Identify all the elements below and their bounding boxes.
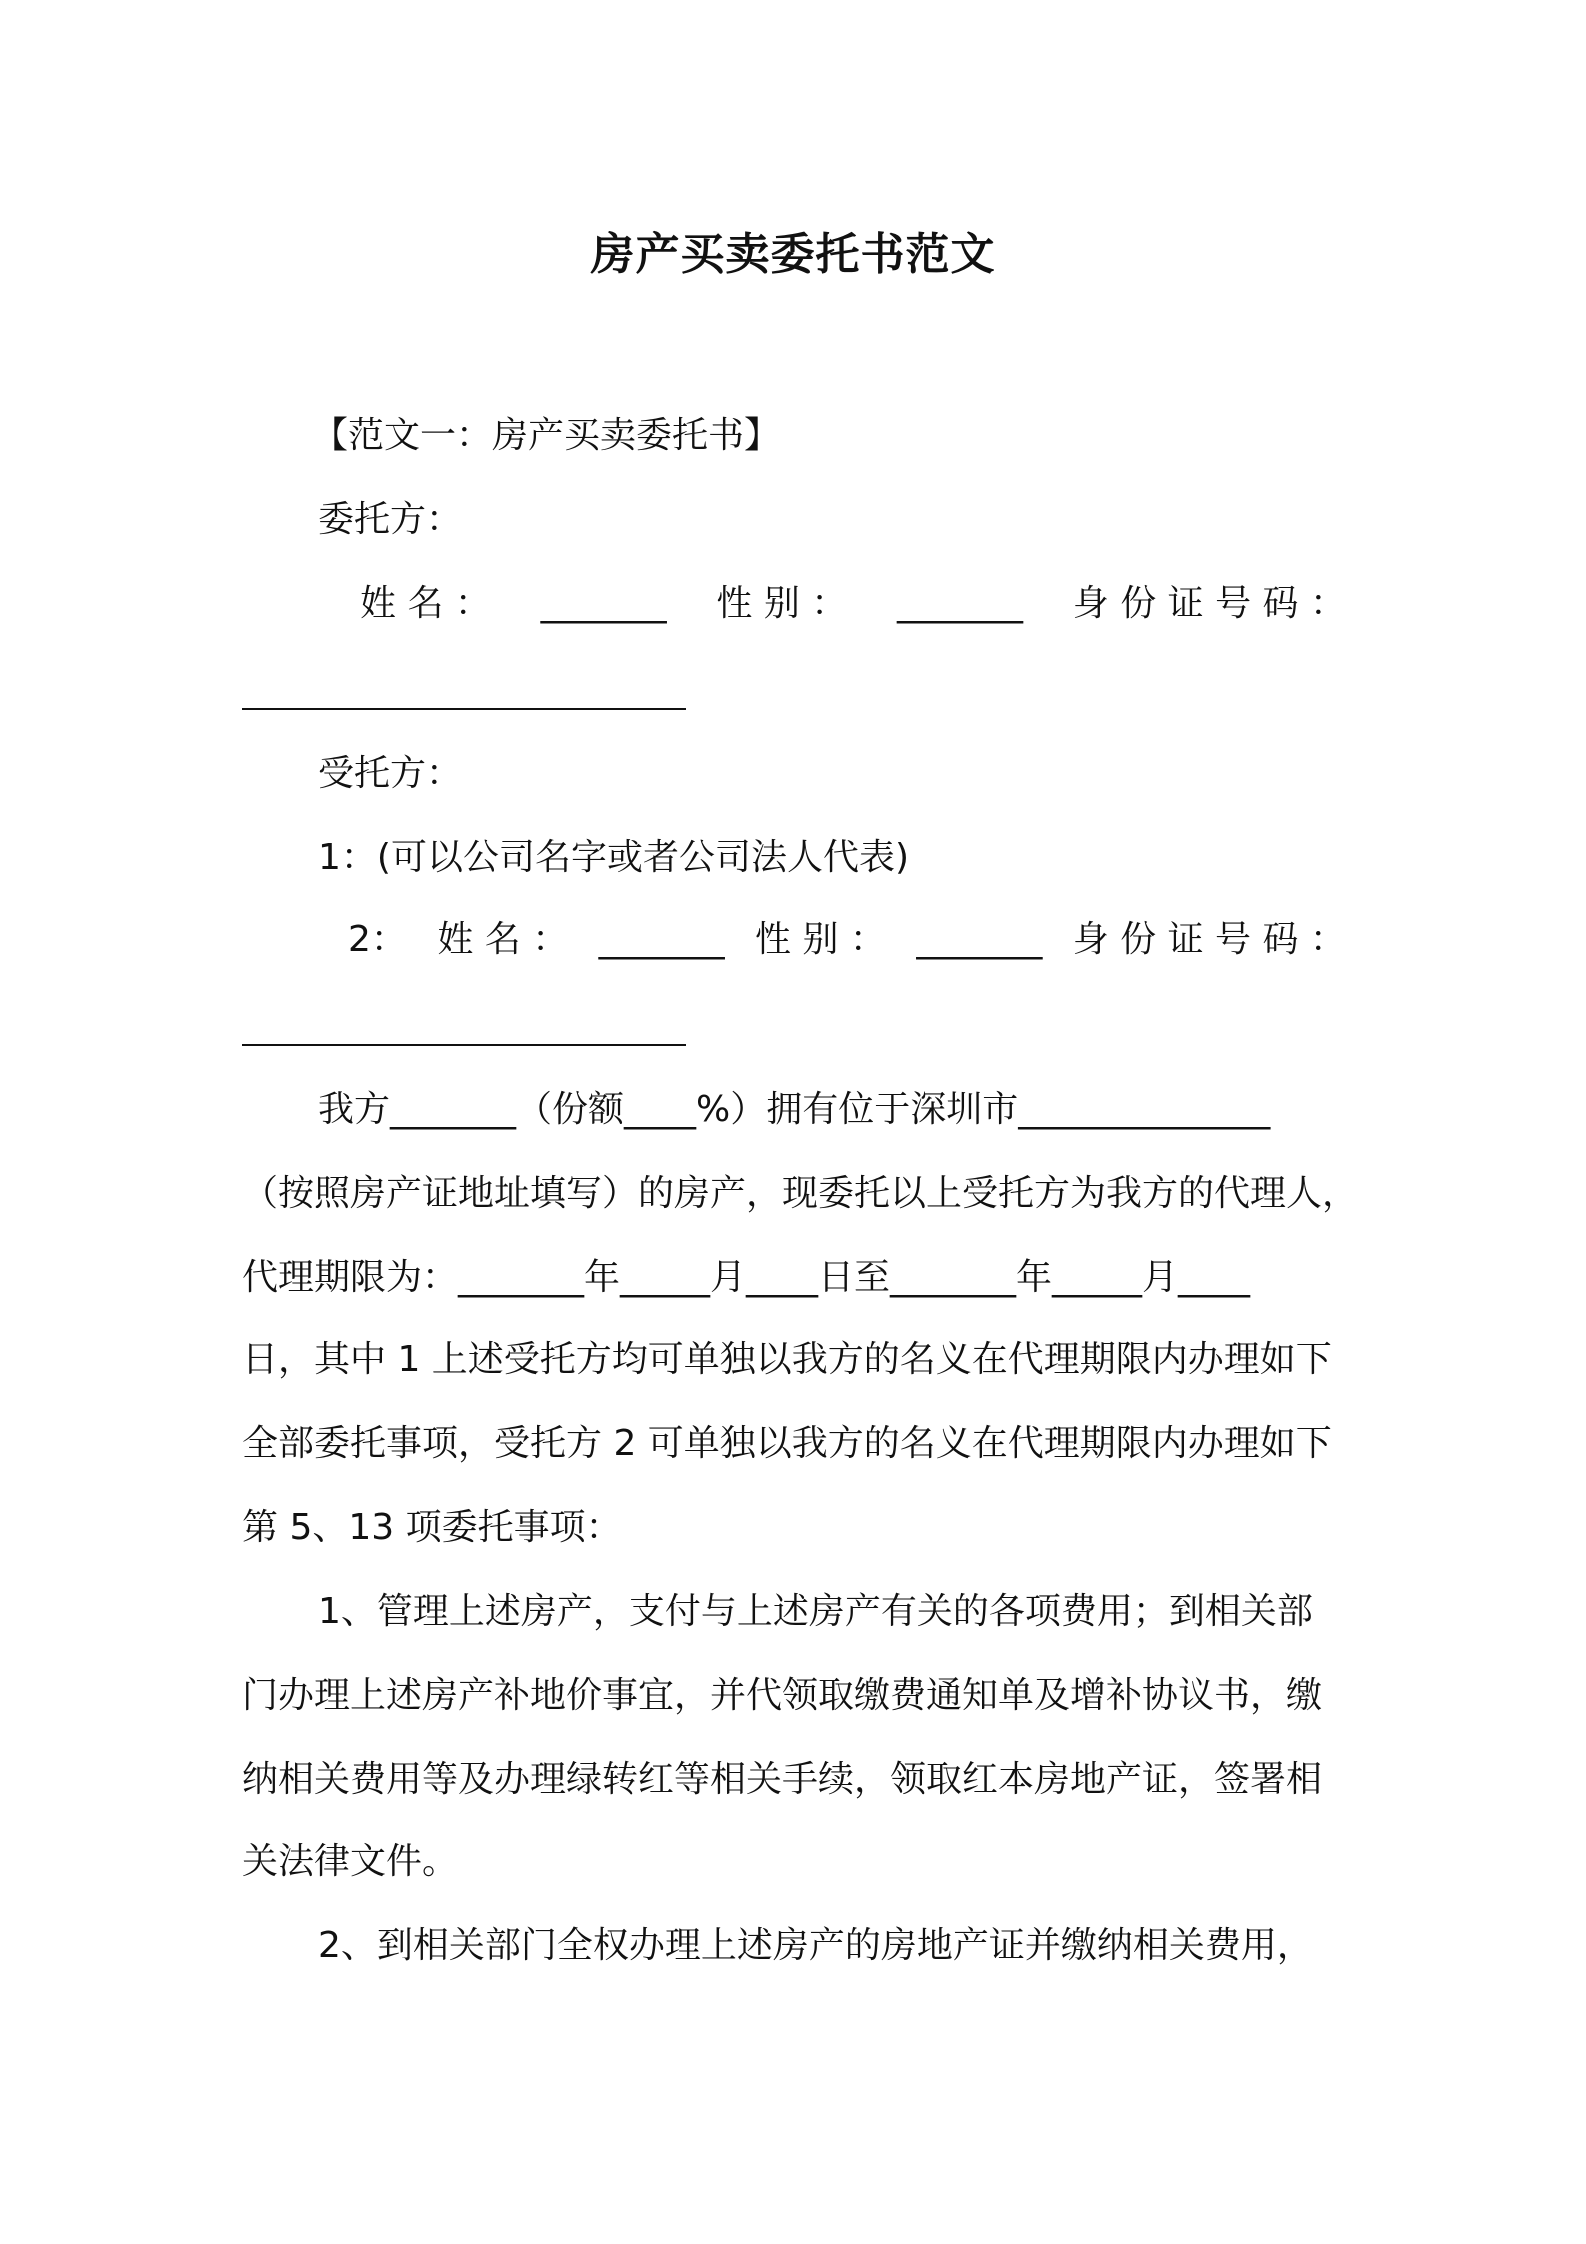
item-2-line-1: 2、到相关部门全权办理上述房产的房地产证并缴纳相关费用， xyxy=(318,1925,1313,1966)
principal-fields-row xyxy=(360,582,1346,626)
body-line-3: 代理期限为：_______年_____月____日至_______年_____月____ xyxy=(242,1257,1251,1298)
gender-blank: _______ xyxy=(897,583,1024,624)
agent-name-blank: _______ xyxy=(598,919,725,960)
gender-label: 性 别 ： xyxy=(716,583,848,624)
body-line-1-text: 我方_______（份额____%）拥有位于深圳市______________ xyxy=(318,1089,1271,1130)
id-number-label: 身 份 证 号 码 ： xyxy=(1072,583,1346,624)
agent-label: 受托方： xyxy=(318,753,463,794)
agent-gender-blank: _______ xyxy=(916,919,1043,960)
principal-label: 委托方： xyxy=(318,499,463,540)
section-heading: 【范文一：房产买卖委托书】 xyxy=(312,415,781,456)
agent-item-1: 1：(可以公司名字或者公司法人代表) xyxy=(318,837,909,878)
document-title: 房产买卖委托书范文 xyxy=(590,229,996,280)
body-line-4: 日，其中 1 上述受托方均可单独以我方的名义在代理期限内办理如下 xyxy=(242,1339,1332,1380)
item-1-line-4: 关法律文件。 xyxy=(242,1841,459,1882)
name-blank: _______ xyxy=(540,583,667,624)
item-1-line-1: 1、管理上述房产，支付与上述房产有关的各项费用；到相关部 xyxy=(318,1591,1313,1632)
item-1-line-3: 纳相关费用等及办理绿转红等相关手续，领取红本房地产证，签署相 xyxy=(242,1759,1323,1800)
agent-id-number-label: 身 份 证 号 码 ： xyxy=(1072,919,1346,960)
principal-id-blank-line xyxy=(242,708,686,710)
agent-gender-label: 性 别 ： xyxy=(755,919,886,960)
body-line-5: 全部委托事项，受托方 2 可单独以我方的名义在代理期限内办理如下 xyxy=(242,1423,1332,1464)
name-label: 姓 名 ： xyxy=(360,583,491,624)
body-line-1 xyxy=(318,1088,1348,1132)
body-line-2: （按照房产证地址填写）的房产，现委托以上受托方为我方的代理人， xyxy=(242,1173,1359,1214)
body-line-6: 第 5、13 项委托事项： xyxy=(242,1507,622,1548)
agent-item-2-row xyxy=(348,918,1346,962)
agent-item-2-number: 2： xyxy=(348,919,407,960)
item-1-line-2: 门办理上述房产补地价事宜，并代领取缴费通知单及增补协议书，缴 xyxy=(242,1675,1323,1716)
agent-name-label: 姓 名 ： xyxy=(437,919,569,960)
agent-id-blank-line xyxy=(242,1044,686,1046)
